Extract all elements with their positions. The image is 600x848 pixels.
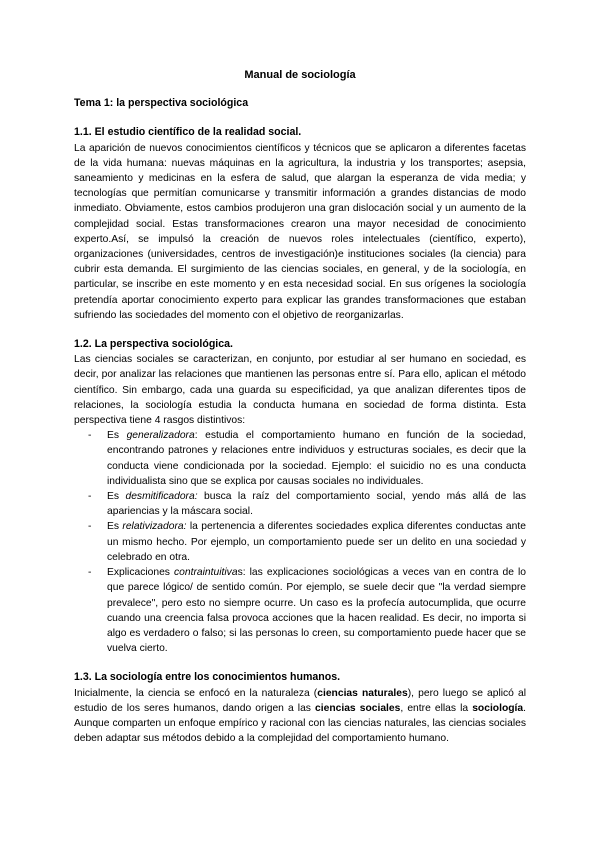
bold-term: ciencias naturales bbox=[317, 687, 408, 699]
trait-term: relativizadora: bbox=[122, 521, 187, 533]
topic-heading: Tema 1: la perspectiva sociológica bbox=[74, 97, 249, 110]
trait-term: desmitificadora: bbox=[125, 491, 198, 503]
section-1-3 bbox=[74, 670, 526, 746]
section-heading: 1.3. La sociología entre los conocimientos humanos. bbox=[74, 671, 341, 684]
section-heading: 1.2. La perspectiva sociológica. bbox=[74, 338, 233, 351]
section-paragraph: Las ciencias sociales se caracterizan, en conjunto, por estudiar al ser humano en sociedad, es decir, por analizar las relaciones que mantienen las personas entre sí. Para ello, aplican el método científico. Sin embargo, cada una guarda su especificidad, ya que analizan diferentes tipos de relaciones, la sociología estudia la conducta humana en sociedad de forma distinta. Esta perspectiva tiene 4 rasgos distintivos: bbox=[74, 354, 526, 427]
trait-term: generalizadora bbox=[126, 430, 195, 442]
bold-term: ciencias sociales bbox=[315, 702, 401, 714]
list-item: - Es generalizadora: estudia el comportamiento humano en función de la sociedad, encontrando patrones y relaciones entre individuos y estructuras sociales, es decir que la conducta viene condicionada por la sociedad. Ejemplo: el suicidio no es una conducta individualista sino que se explica por causas sociales no individuales. bbox=[88, 430, 526, 487]
section-1-2 bbox=[74, 337, 526, 656]
list-item: - Explicaciones contraintuitivas: las explicaciones sociológicas a veces van en contra de lo que parece lógico/ de sentido común. Por ejemplo, se suele decir que "la verdad siempre prevalece", pero esto no siempre ocurre. Un caso es la profecía autocumplida, que ocurre cuando una creencia falsa provoca acciones que la hacen realidad. Es decir, no importa si algo es verdadero o falso; si las personas lo creen, su comportamiento puede hacer que se vuelva cierto. bbox=[88, 567, 527, 655]
bold-term: sociología bbox=[472, 702, 524, 714]
traits-list bbox=[74, 428, 526, 656]
list-bullet: - bbox=[88, 430, 92, 442]
list-item: - Es relativizadora: la pertenencia a diferentes sociedades explica diferentes conductas ante un mismo hecho. Por ejemplo, un comportamiento puede ser un delito en una sociedad y celebrado en otra. bbox=[88, 521, 526, 563]
document-page bbox=[74, 68, 526, 760]
document-title: Manual de sociología bbox=[244, 69, 356, 81]
section-paragraph: Inicialmente, la ciencia se enfocó en la naturaleza (ciencias naturales), pero luego se aplicó al estudio de los seres humanos, dando origen a las ciencias sociales, entre ellas la sociología. Aunque comparten un enfoque empírico y racional con las ciencias naturales, las ciencias sociales deben adaptar sus métodos debido a la complejidad del comportamiento humano. bbox=[74, 687, 527, 745]
section-paragraph: La aparición de nuevos conocimientos científicos y técnicos que se aplicaron a diferentes facetas de la vida humana: nuevas máquinas en la agricultura, la industria y los transportes; asepsia, saneamiento y medicinas en la esfera de salud, que alargan la esperanza de vida media; y tecnologías que permitían comunicarse y transmitir información a grandes distancias de modo inmediato. Obviamente, estos cambios produjeron una gran dislocación social y un aumento de la complejidad social. Estas transformaciones crearon una mayor necesidad de conocimiento experto.Así, se impulsó la creación de nuevos roles intelectuales (científico, experto), organizaciones (universidades, centros de investigación)e instituciones sociales (la ciencia) para cubrir esta demanda. El surgimiento de las ciencias sociales, en general, y de la sociología, en particular, se inscribe en este momento y en esta necesidad social. En sus orígenes la sociología pretendía aportar conocimiento experto para explicar las grandes transformaciones que estaban sufriendo las sociedades del momento con el objetivo de reorganizarlas. bbox=[74, 142, 526, 321]
list-item: - Es desmitificadora: busca la raíz del comportamiento social, yendo más allá de las apariencias y la máscara social. bbox=[88, 491, 526, 518]
list-bullet: - bbox=[88, 567, 92, 579]
section-1-1 bbox=[74, 125, 526, 323]
list-bullet: - bbox=[88, 491, 92, 503]
trait-term: contraintuitiva bbox=[174, 567, 238, 579]
section-heading: 1.1. El estudio científico de la realidad social. bbox=[74, 126, 302, 139]
list-bullet: - bbox=[88, 521, 92, 533]
